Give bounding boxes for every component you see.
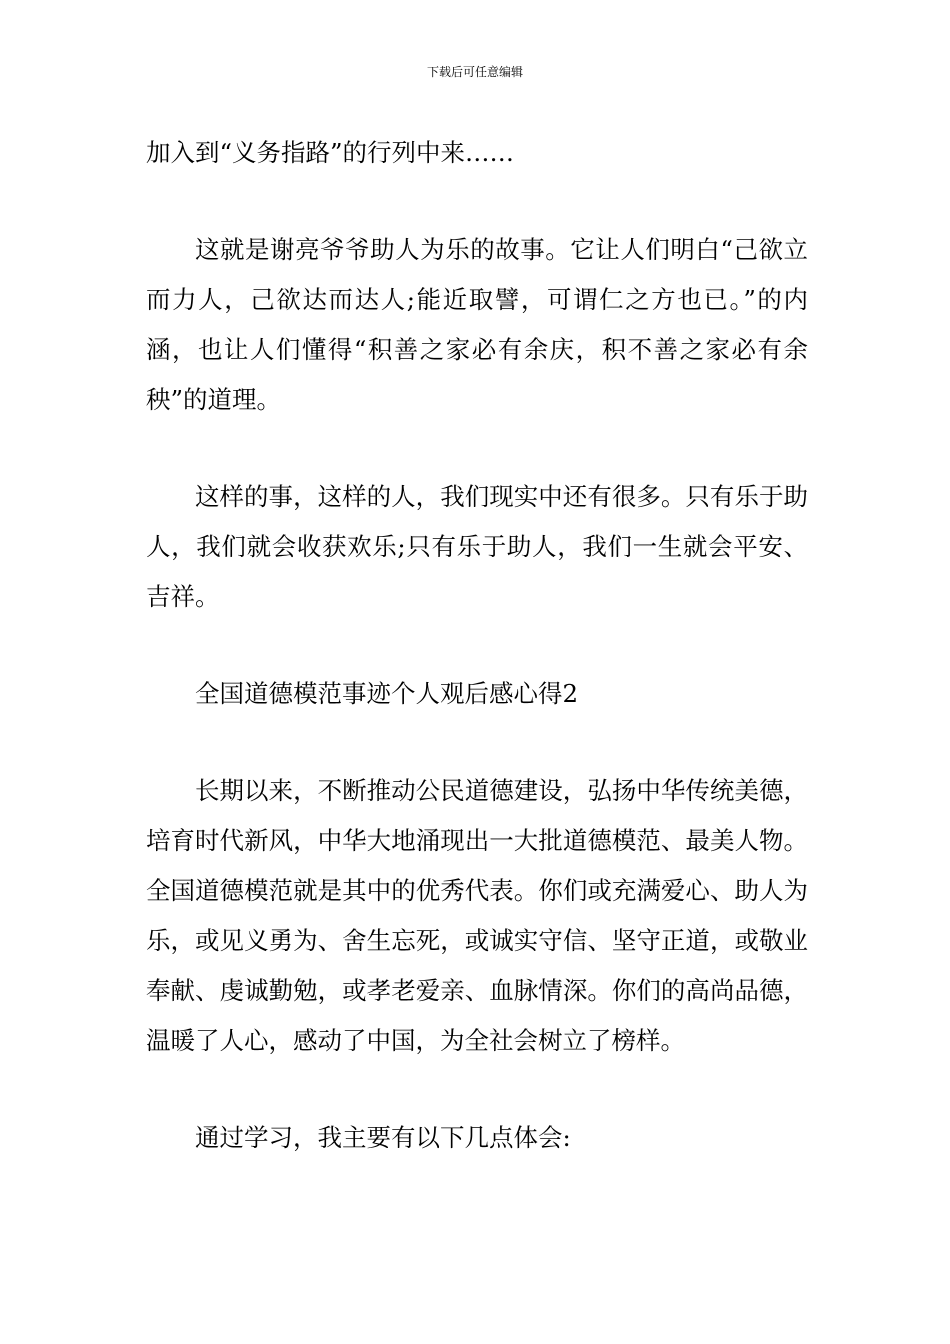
section-heading: 全国道德模范事迹个人观后感心得2 (195, 679, 579, 708)
paragraph: 通过学习，我主要有以下几点体会: (195, 1123, 571, 1152)
paragraph: 这样的事，这样的人，我们现实中还有很多。只有乐于助人，我们就会收获欢乐;只有乐于助人，我们一生就会平安、吉祥。 (146, 482, 808, 611)
document-body (146, 128, 808, 1210)
page-header: 下载后可任意编辑 (426, 65, 523, 79)
paragraph: 长期以来，不断推动公民道德建设，弘扬中华传统美德，培育时代新风，中华大地涌现出一大批道德模范、最美人物。全国道德模范就是其中的优秀代表。你们或充满爱心、助人为乐，或见义勇为、舍生忘死，或诚实守信、坚守正道，或敬业奉献、虔诚勤勉，或孝老爱亲、血脉情深。你们的高尚品德，温暖了人心，感动了中国，为全社会树立了榜样。 (146, 776, 808, 1055)
paragraph: 这就是谢亮爷爷助人为乐的故事。它让人们明白“己欲立而力人，己欲达而达人;能近取譬，可谓仁之方也已。”的内涵，也让人们懂得“积善之家必有余庆，积不善之家必有余秧”的道理。 (146, 235, 808, 414)
paragraph-continuation: 加入到“义务指路”的行列中来…… (146, 138, 515, 167)
